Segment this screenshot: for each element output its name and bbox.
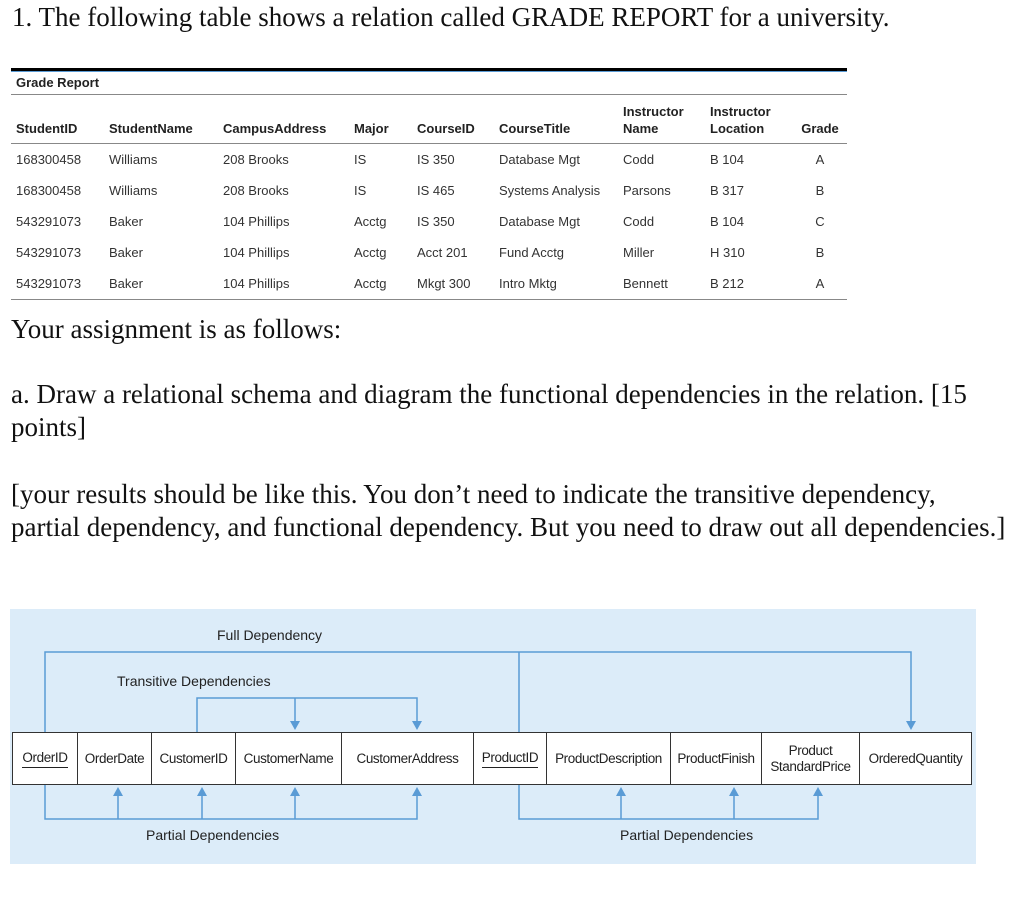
- table-row: [11, 237, 847, 268]
- table-cell: 208 Brooks: [223, 183, 289, 198]
- column-header: StudentID: [11, 95, 104, 144]
- partial-arrow-productdescription: [616, 787, 626, 796]
- full-dependency-line: [45, 652, 911, 732]
- table-cell: 168300458: [16, 183, 82, 198]
- table-cell: B: [815, 183, 825, 198]
- table-cell: Mkgt 300: [412, 268, 494, 300]
- partial-dependencies-label-right: Partial Dependencies: [620, 827, 754, 843]
- table-cell: 104 Phillips: [223, 214, 290, 229]
- attribute-product-standardprice: [761, 733, 859, 784]
- attribute-orderid: [13, 733, 77, 784]
- table-cell: 208 Brooks: [223, 152, 289, 167]
- table-cell: Miller: [623, 245, 655, 260]
- attribute-customeraddress: [341, 733, 473, 784]
- attribute-name: ProductFinish: [677, 750, 755, 766]
- column-header: Instructor Location: [705, 95, 793, 144]
- attribute-row: [12, 732, 972, 785]
- table-body: [11, 144, 847, 300]
- partial-arrow-standardprice: [813, 787, 823, 796]
- column-header: StudentName: [104, 95, 218, 144]
- table-row: [11, 206, 847, 237]
- table-cell: Acctg: [354, 214, 387, 229]
- table-cell: Database Mgt: [499, 152, 580, 167]
- attribute-name: ProductID: [482, 750, 538, 768]
- attribute-orderdate: [77, 733, 151, 784]
- table-cell: Acctg: [354, 245, 387, 260]
- table-cell: Fund Acctg: [499, 245, 565, 260]
- table-cell: Codd: [623, 152, 655, 167]
- partial-arrow-productfinish: [729, 787, 739, 796]
- table-caption: Grade Report: [11, 72, 847, 95]
- full-dependency-label: Full Dependency: [217, 627, 323, 643]
- column-header: Grade: [793, 95, 847, 144]
- part-a-text: a. Draw a relational schema and diagram the functional dependencies in the relation. [15 points]: [11, 379, 967, 442]
- transitive-dependencies-label: Transitive Dependencies: [117, 673, 271, 689]
- partial-dependencies-label-left: Partial Dependencies: [146, 827, 280, 843]
- table-cell: Systems Analysis: [499, 183, 601, 198]
- table-cell: 543291073: [16, 214, 82, 229]
- table-cell: Acctg: [349, 268, 412, 300]
- column-header: CourseTitle: [494, 95, 618, 144]
- column-header: CourseID: [412, 95, 494, 144]
- table-cell: B 104: [710, 214, 744, 229]
- table-cell: Williams: [109, 183, 158, 198]
- table-cell: B: [815, 245, 825, 260]
- table-cell: A: [793, 268, 847, 300]
- question-heading: 1. The following table shows a relation called GRADE REPORT for a university.: [12, 2, 890, 32]
- attribute-name: Product StandardPrice: [770, 742, 851, 774]
- dependency-diagram: [10, 609, 976, 864]
- assignment-intro: Your assignment is as follows:: [11, 314, 342, 344]
- table-cell: 543291073: [11, 268, 104, 300]
- grade-report-table: [11, 68, 847, 300]
- attribute-name: OrderID: [22, 750, 67, 768]
- attribute-productdescription: [546, 733, 670, 784]
- partial-arrow-orderdate: [113, 787, 123, 796]
- transitive-dependency-line: [197, 698, 417, 732]
- partial-dependency-line-right: [519, 785, 818, 819]
- partial-dependency-line-left: [45, 785, 417, 819]
- attribute-customername: [235, 733, 341, 784]
- table-cell: IS: [354, 152, 367, 167]
- table-cell: Baker: [109, 214, 143, 229]
- attribute-orderedquantity: [859, 733, 971, 784]
- table-cell: B 212: [705, 268, 793, 300]
- table-row: [11, 268, 847, 300]
- partial-arrow-customername: [290, 787, 300, 796]
- attribute-name: CustomerName: [243, 750, 334, 766]
- column-header: Instructor Name: [618, 95, 705, 144]
- table-cell: B 104: [710, 152, 744, 167]
- attribute-productfinish: [670, 733, 761, 784]
- table-cell: Codd: [623, 214, 655, 229]
- table-cell: IS: [354, 183, 367, 198]
- table-cell: Parsons: [623, 183, 671, 198]
- attribute-productid: [473, 733, 546, 784]
- table-cell: 104 Phillips: [218, 268, 349, 300]
- transitive-arrow-customeraddress: [412, 721, 422, 730]
- attribute-name: OrderDate: [84, 750, 145, 766]
- table-cell: C: [815, 214, 825, 229]
- partial-arrow-customerid: [197, 787, 207, 796]
- table-row: [11, 144, 847, 176]
- table-row: [11, 175, 847, 206]
- transitive-arrow-customername: [290, 721, 300, 730]
- table-cell: H 310: [710, 245, 745, 260]
- table-cell: A: [815, 152, 825, 167]
- table-cell: B 317: [710, 183, 744, 198]
- attribute-customerid: [151, 733, 235, 784]
- table-cell: IS 350: [417, 214, 455, 229]
- table-cell: Database Mgt: [499, 214, 580, 229]
- table-cell: Williams: [109, 152, 158, 167]
- table-cell: 104 Phillips: [223, 245, 290, 260]
- full-dependency-arrow: [906, 721, 916, 730]
- attribute-name: OrderedQuantity: [868, 750, 963, 766]
- table-cell: Baker: [104, 268, 218, 300]
- note-text: [your results should be like this. You don’t need to indicate the transitive dependency, partial dependency, and functional dependency. But you need to draw out all dependencies.]: [11, 479, 1006, 542]
- partial-arrow-customeraddress: [412, 787, 422, 796]
- table-cell: Bennett: [618, 268, 705, 300]
- attribute-name: CustomerAddress: [356, 750, 459, 766]
- attribute-name: CustomerID: [159, 750, 228, 766]
- table-cell: IS 465: [417, 183, 455, 198]
- table-cell: Intro Mktg: [494, 268, 618, 300]
- table-cell: Acct 201: [417, 245, 468, 260]
- table-header-row: [11, 95, 847, 144]
- table-cell: IS 350: [417, 152, 455, 167]
- column-header: CampusAddress: [218, 95, 349, 144]
- table-cell: Baker: [109, 245, 143, 260]
- table-cell: 168300458: [16, 152, 82, 167]
- column-header: Major: [349, 95, 412, 144]
- attribute-name: ProductDescription: [555, 750, 662, 766]
- table-cell: 543291073: [16, 245, 82, 260]
